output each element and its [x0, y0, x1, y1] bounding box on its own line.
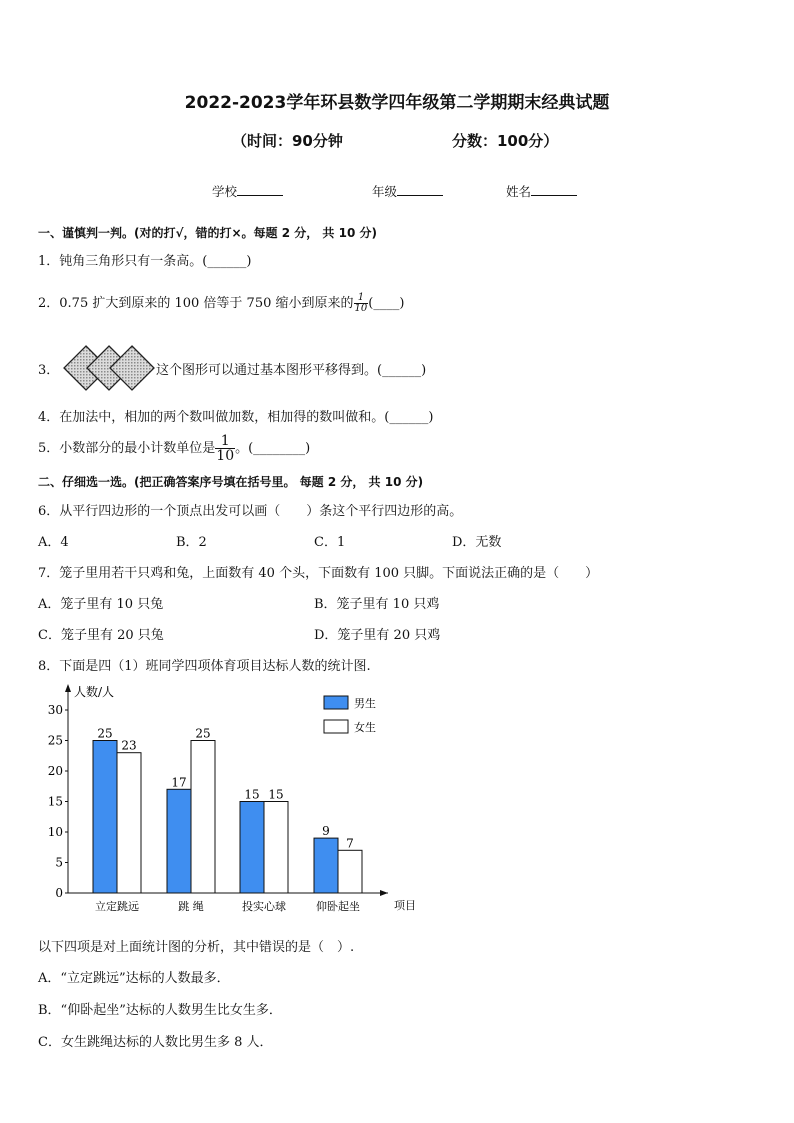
y-tick-label: 5: [55, 855, 63, 870]
bar: [338, 850, 362, 893]
q6-option-c[interactable]: C．1: [314, 535, 346, 550]
question-3-text: 这个图形可以通过基本图形平移得到。(______): [156, 363, 427, 378]
bar: [264, 802, 288, 894]
question-5: [38, 434, 310, 463]
legend-label: 女生: [354, 721, 376, 734]
bar: [117, 753, 141, 893]
name-label: 姓名: [506, 184, 532, 199]
x-axis-label: 项目: [394, 899, 416, 912]
bar-value-label: 7: [346, 836, 354, 851]
q7-option-d[interactable]: D．笼子里有 20 只鸡: [314, 628, 441, 643]
bar: [93, 741, 117, 894]
question-1: 1．钝角三角形只有一条高。(______): [38, 254, 252, 269]
question-5-text: 5．小数部分的最小计数单位是: [38, 441, 216, 456]
q6-option-d[interactable]: D．无数: [452, 535, 502, 550]
question-2-blank: (____): [368, 296, 405, 311]
y-axis-label: 人数/人: [74, 685, 115, 699]
y-tick-label: 30: [47, 703, 63, 717]
fraction-denominator: 10: [216, 448, 235, 464]
school-label: 学校: [212, 184, 238, 199]
y-tick-label: 15: [47, 794, 63, 809]
q7-option-a[interactable]: A．笼子里有 10 只兔: [38, 597, 164, 612]
fraction-numerator: 1: [215, 434, 235, 449]
question-2-text: 2．0.75 扩大到原来的 100 倍等于 750 缩小到原来的: [38, 296, 354, 311]
y-tick-label: 10: [47, 825, 63, 839]
fraction-1-10: [354, 293, 369, 314]
question-6-stem: 6．从平行四边形的一个顶点出发可以画（ ）条这个平行四边形的高。: [38, 504, 463, 519]
score-label: 分数：100分）: [452, 132, 559, 150]
bar: [191, 741, 215, 894]
legend-swatch: [324, 720, 348, 733]
q7-option-b[interactable]: B．笼子里有 10 只鸡: [314, 597, 440, 612]
name-field[interactable]: [506, 182, 577, 200]
question-2: [38, 292, 404, 314]
bar-value-label: 25: [97, 726, 113, 741]
sports-bar-chart: [36, 678, 416, 918]
question-5-blank: 。(________): [235, 441, 311, 456]
question-8-analysis: 以下四项是对上面统计图的分析，其中错误的是（ ）.: [38, 940, 355, 955]
question-3-number: 3．: [38, 363, 60, 378]
school-blank[interactable]: [237, 183, 283, 196]
bar-value-label: 9: [322, 824, 330, 839]
y-axis-arrow: [65, 684, 71, 692]
school-field[interactable]: [212, 182, 283, 200]
q7-option-c[interactable]: C．笼子里有 20 只兔: [38, 628, 164, 643]
bar-value-label: 25: [195, 726, 211, 741]
legend-label: 男生: [354, 697, 376, 710]
y-tick-label: 0: [55, 886, 63, 900]
grade-label: 年级: [372, 184, 398, 199]
legend-swatch: [324, 696, 348, 709]
x-tick-label: 跳 绳: [178, 900, 204, 913]
x-tick-label: 立定跳远: [95, 900, 139, 913]
q8-option-b[interactable]: B．“仰卧起坐”达标的人数男生比女生多．: [38, 1003, 282, 1018]
bar-value-label: 17: [171, 775, 187, 790]
question-7-stem: 7．笼子里用若干只鸡和兔，上面数有 40 个头，下面数有 100 只脚。下面说法正确的是（ ）: [38, 566, 599, 581]
q6-option-a[interactable]: A．4: [38, 535, 69, 550]
question-8-stem: 8．下面是四（1）班同学四项体育项目达标人数的统计图.: [38, 659, 371, 674]
grade-blank[interactable]: [397, 183, 443, 196]
bar-value-label: 15: [268, 787, 284, 802]
fraction-denominator: 10: [354, 303, 368, 314]
q6-option-b[interactable]: B．2: [176, 535, 207, 550]
page-title: 2022-2023学年环县数学四年级第二学期期末经典试题: [184, 93, 610, 113]
bar-value-label: 23: [121, 738, 137, 753]
grade-field[interactable]: [372, 182, 443, 200]
section-1-heading: 一、谨慎判一判。(对的打√，错的打×。每题 2 分， 共 10 分): [38, 226, 377, 240]
bar-value-label: 15: [244, 787, 260, 802]
y-tick-label: 25: [47, 733, 63, 748]
bar: [314, 838, 338, 893]
bar: [167, 789, 191, 893]
rhombus-pattern-figure: [62, 344, 156, 392]
x-tick-label: 仰卧起坐: [316, 900, 360, 913]
time-label: （时间：90分钟: [232, 132, 343, 150]
name-blank[interactable]: [531, 183, 577, 196]
x-axis-arrow: [380, 890, 388, 896]
y-tick-label: 20: [47, 764, 63, 778]
q8-option-c[interactable]: C．女生跳绳达标的人数比男生多 8 人．: [38, 1035, 273, 1050]
section-2-heading: 二、仔细选一选。(把正确答案序号填在括号里。 每题 2 分， 共 10 分): [38, 475, 424, 489]
fraction-numerator: 1: [354, 293, 369, 304]
q8-option-a[interactable]: A．“立定跳远”达标的人数最多．: [38, 971, 230, 986]
bar: [240, 802, 264, 894]
fraction-1-10-large: [215, 434, 235, 463]
question-4: 4．在加法中，相加的两个数叫做加数，相加得的数叫做和。(______): [38, 410, 434, 425]
x-tick-label: 投实心球: [242, 900, 286, 913]
